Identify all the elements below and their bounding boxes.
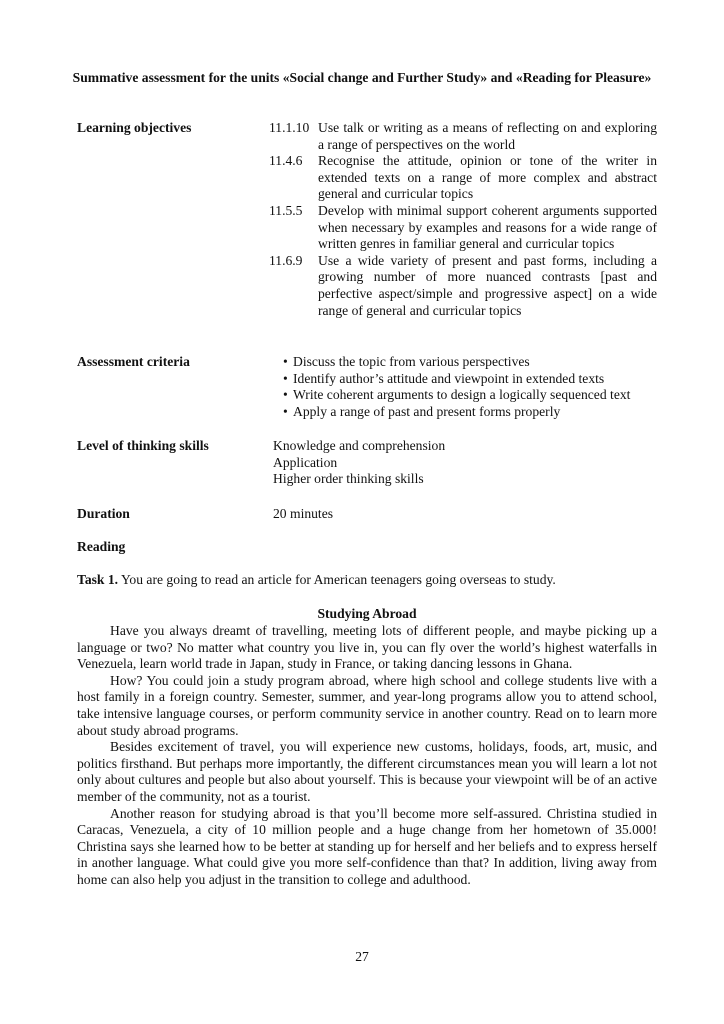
objective-text: Recognise the attitude, opinion or tone of the writer in extended texts on a range of more complex and abstract general and curricular topics (318, 153, 657, 202)
assessment-criteria-list (269, 354, 657, 420)
section-heading: Reading (77, 539, 126, 554)
objective-text: Use talk or writing as a means of reflecting on and exploring a range of perspectives on the world (318, 120, 657, 152)
objective-item (269, 153, 657, 203)
objective-code: 11.6.9 (269, 252, 303, 268)
thinking-skill-item: Higher order thinking skills (273, 471, 424, 487)
thinking-skills-label: Level of thinking skills (77, 438, 209, 453)
duration-label: Duration (77, 506, 130, 521)
task-label: Task 1. (77, 572, 119, 587)
thinking-skill-item: Knowledge and comprehension (273, 438, 446, 453)
duration-value: 20 minutes (273, 506, 334, 521)
learning-objectives-list (269, 120, 657, 319)
objective-code: 11.5.5 (269, 202, 303, 218)
task-text: You are going to read an article for American teenagers going overseas to study. (118, 572, 556, 587)
objective-code: 11.1.10 (269, 120, 310, 135)
thinking-skills-list (273, 438, 661, 488)
objective-text: Use a wide variety of present and past forms, including a growing number of more nuanced contrasts [past and perfective aspect/simple and progressive aspect] on a wide range of general and curricular topics (318, 252, 657, 318)
article-paragraph: Besides excitement of travel, you will experience new customs, holidays, foods, art, music, and politics firsthand. But perhaps more importantly, the different circumstances mean you will learn a lot not only about cultures and people but also about yourself. This is because your viewpoint will be of an active member of the community, not as a tourist. (77, 739, 657, 804)
objective-item (269, 120, 657, 153)
page-title: Summative assessment for the units «Social change and Further Study» and «Reading for Pleasure» (72, 70, 652, 85)
criteria-item: • Write coherent arguments to design a logically sequenced text (283, 387, 657, 404)
objective-code: 11.4.6 (269, 153, 303, 169)
objective-item (269, 203, 657, 253)
task-instruction (77, 572, 657, 589)
objective-item (269, 253, 657, 319)
article-body (77, 623, 657, 889)
article-title: Studying Abroad (317, 606, 417, 621)
thinking-skill-item: Application (273, 454, 338, 470)
article-paragraph: Have you always dreamt of travelling, meeting lots of different people, and maybe picking up a language or two? No matter what country you live in, you can fly over the world’s highest waterfalls in Venezuela, learn world trade in Japan, study in France, or taking dancing lessons in Ghana. (77, 623, 657, 672)
page-number: 27 (355, 949, 369, 964)
article-paragraph: Another reason for studying abroad is that you’ll become more self-assured. Christina studied in Caracas, Venezuela, a city of 10 million people and a huge change from her hometown of 35.000! Christina says she learned how to be better at standing up for herself and her beliefs and to express herself in another language. What could give you more self-confidence than that? In addition, living away from home can also help you adjust in the transition to college and adulthood. (77, 805, 657, 887)
assessment-criteria-label: Assessment criteria (77, 354, 190, 369)
article-paragraph: How? You could join a study program abroad, where high school and college students live with a host family in a foreign country. Semester, summer, and year-long programs allow you to attend school, take intensive language courses, or perform community service in another country. Read on to learn more about study abroad programs. (77, 672, 657, 738)
criteria-item: • Discuss the topic from various perspectives (283, 354, 657, 371)
criteria-item: • Identify author’s attitude and viewpoint in extended texts (283, 371, 657, 388)
criteria-item: • Apply a range of past and present forms properly (283, 404, 657, 421)
objective-text: Develop with minimal support coherent arguments supported when necessary by examples and reasons for a wide range of written genres in familiar general and curricular topics (318, 202, 657, 252)
assessment-criteria-content (269, 354, 657, 420)
learning-objectives-label: Learning objectives (77, 120, 192, 135)
